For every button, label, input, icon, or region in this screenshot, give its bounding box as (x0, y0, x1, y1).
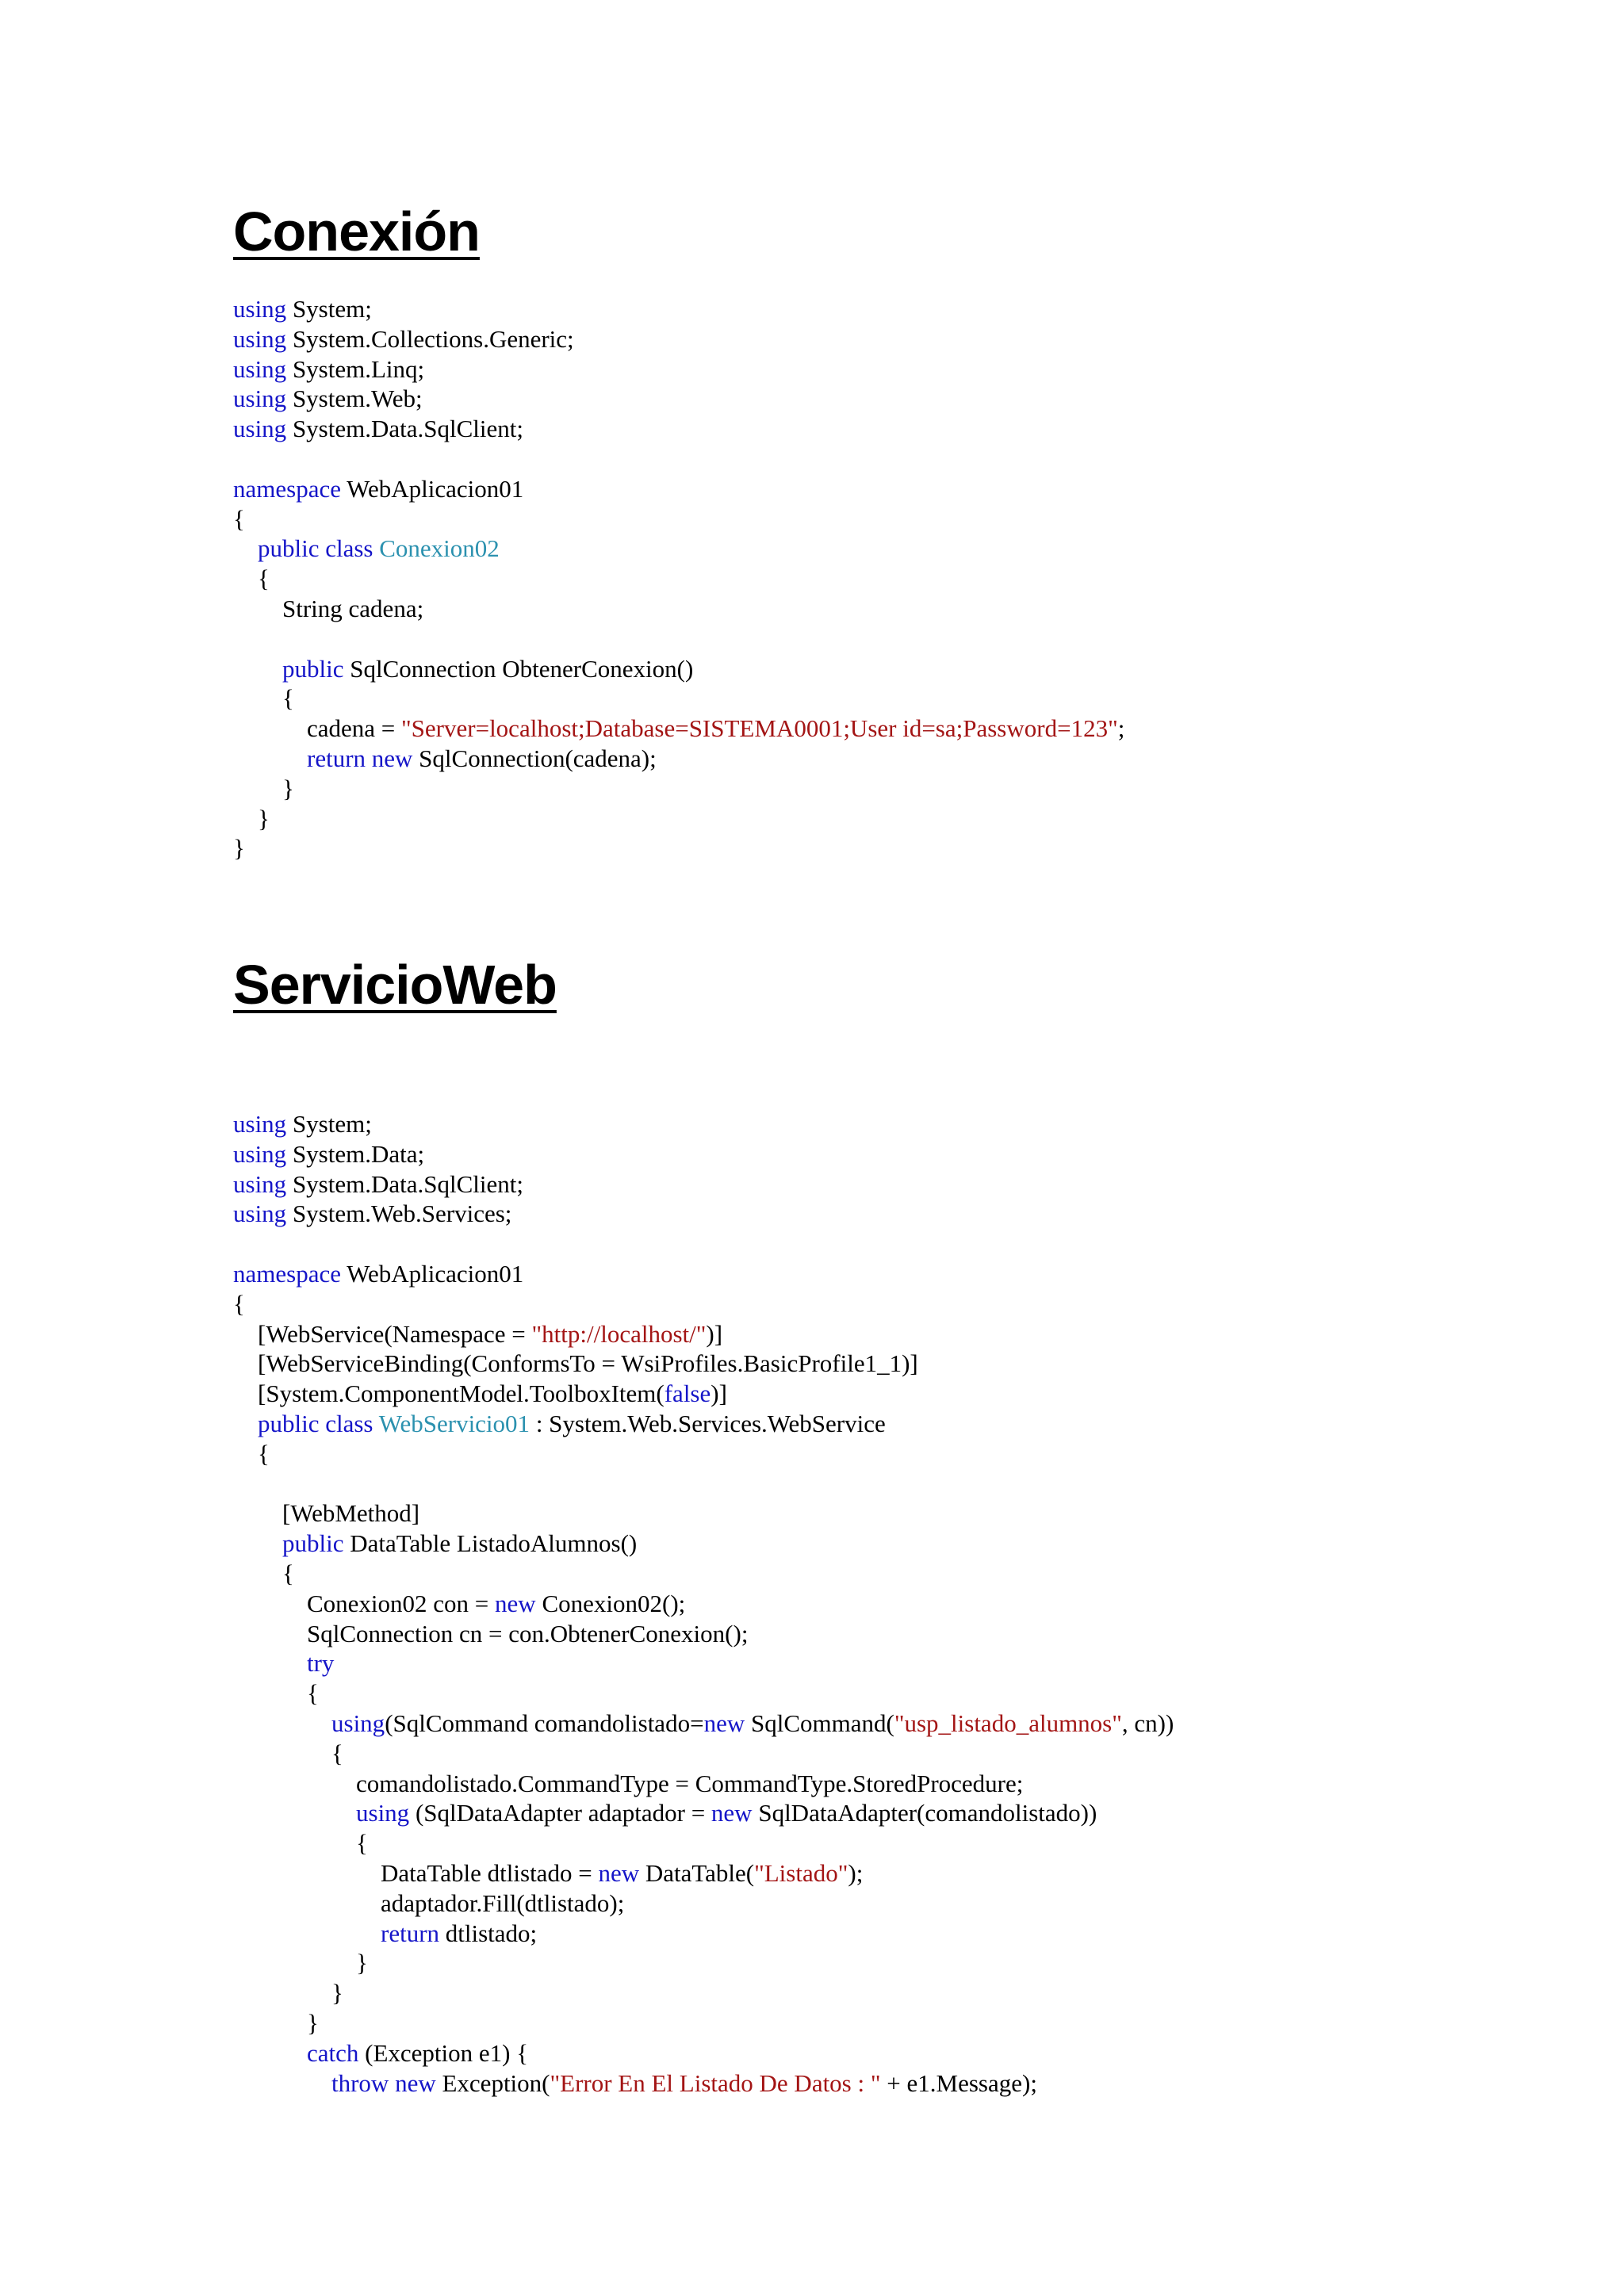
code-token-text: } (233, 1979, 343, 2007)
code-token-text: } (233, 1949, 368, 1977)
code-line (233, 1739, 1174, 1769)
code-token-type: Conexion02 (379, 534, 500, 563)
code-token-keyword: public class (258, 1409, 373, 1437)
code-token-text: : System.Web.Services.WebService (530, 1409, 886, 1437)
code-line (233, 1619, 1174, 1649)
code-token-keyword: using (233, 324, 287, 353)
code-token-text: System.Web.Services; (286, 1200, 512, 1228)
code-token-text: Conexion02 con = (233, 1589, 496, 1617)
code-token-text (233, 1410, 258, 1437)
code-token-keyword: using (233, 415, 287, 443)
code-line (233, 474, 1124, 504)
code-token-keyword: new (495, 1589, 536, 1617)
code-token-text: (Exception e1) { (358, 2038, 529, 2067)
code-token-keyword: return (381, 1919, 440, 1947)
code-token-text (233, 655, 282, 683)
code-token-text: DataTable ListadoAlumnos() (343, 1529, 638, 1558)
code-token-text (233, 1709, 331, 1737)
code-token-text: { (233, 564, 270, 593)
code-line (233, 1798, 1174, 1828)
code-line (233, 624, 1124, 654)
code-token-text: System.Linq; (286, 354, 425, 383)
code-token-text: [WebMethod] (233, 1499, 420, 1528)
code-token-text: dtlistado; (439, 1919, 538, 1947)
code-token-text (233, 534, 258, 562)
code-token-text: Exception( (435, 2068, 550, 2097)
code-token-text: )] (710, 1380, 727, 1408)
code-line (233, 683, 1124, 714)
code-line (233, 384, 1124, 414)
code-token-text: SqlConnection cn = con.ObtenerConexion(); (233, 1619, 749, 1647)
code-token-text: , cn)) (1121, 1709, 1174, 1737)
code-line (233, 1948, 1174, 1978)
code-line (233, 1678, 1174, 1709)
code-token-keyword: using (331, 1709, 385, 1737)
code-line (233, 1199, 1174, 1229)
code-token-text: { (233, 504, 245, 533)
code-token-keyword: public (282, 1529, 344, 1558)
code-token-type: WebServicio01 (378, 1409, 530, 1437)
code-line (233, 1888, 1174, 1919)
code-token-keyword: new (710, 1799, 753, 1827)
code-token-keyword: new (598, 1858, 640, 1887)
code-block-servicioweb (233, 1109, 1174, 2098)
code-token-text: comandolistado.CommandType = CommandType.StoredProcedure; (233, 1769, 1024, 1797)
code-token-text: { (233, 1289, 245, 1318)
code-token-text: DataTable( (639, 1858, 755, 1887)
code-line (233, 2068, 1174, 2099)
code-token-keyword: throw new (331, 2068, 436, 2097)
code-token-text: } (233, 804, 270, 832)
code-token-text: WebAplicacion01 (340, 474, 524, 503)
code-token-text (233, 744, 307, 772)
code-token-text: (SqlCommand comandolistado= (385, 1709, 704, 1737)
code-line (233, 1139, 1174, 1169)
code-line (233, 744, 1124, 774)
code-token-text: ; (1117, 714, 1125, 743)
code-token-text: System.Data.SqlClient; (286, 415, 523, 443)
code-token-text: System.Collections.Generic; (286, 324, 574, 353)
code-line (233, 1919, 1174, 1949)
code-line (233, 444, 1124, 474)
code-line (233, 1439, 1174, 1469)
code-line (233, 654, 1124, 684)
section-heading-servicioweb: ServicioWeb (233, 954, 557, 1016)
code-token-keyword: using (233, 1200, 287, 1228)
code-token-string: "Error En El Listado De Datos : " (550, 2068, 881, 2097)
code-token-keyword: try (307, 1649, 335, 1678)
code-line (233, 324, 1124, 354)
code-token-keyword: return new (307, 744, 413, 772)
code-token-text (233, 1649, 307, 1677)
code-line (233, 1709, 1174, 1739)
code-token-keyword: namespace (233, 1259, 341, 1288)
code-token-text: } (233, 834, 245, 863)
code-token-text: SqlConnection(cadena); (412, 744, 657, 772)
code-line (233, 1559, 1174, 1589)
code-line (233, 833, 1124, 863)
code-token-text: [System.ComponentModel.ToolboxItem( (233, 1380, 665, 1408)
code-line (233, 1769, 1174, 1799)
code-line (233, 1828, 1174, 1858)
code-token-keyword: using (233, 1110, 287, 1138)
code-token-text: cadena = (233, 714, 402, 743)
code-line (233, 1109, 1174, 1139)
code-token-keyword: namespace (233, 474, 341, 503)
code-token-text: } (233, 774, 294, 802)
code-block-conexion (233, 294, 1124, 863)
code-token-text: (SqlDataAdapter adaptador = (409, 1799, 711, 1827)
code-token-keyword: catch (307, 2038, 359, 2067)
code-line (233, 1229, 1174, 1259)
code-token-string: "http://localhost/" (531, 1319, 707, 1348)
code-line (233, 504, 1124, 534)
code-line (233, 564, 1124, 594)
code-token-string: "Listado" (754, 1858, 848, 1887)
code-token-text: Conexion02(); (535, 1589, 686, 1617)
code-line (233, 534, 1124, 564)
code-line (233, 1858, 1174, 1888)
code-token-text: } (233, 2008, 319, 2037)
code-token-keyword: new (703, 1709, 745, 1737)
code-token-text: adaptador.Fill(dtlistado); (233, 1888, 625, 1917)
code-line (233, 1589, 1174, 1619)
code-line (233, 714, 1124, 744)
code-line (233, 1379, 1174, 1409)
code-token-text: { (233, 1739, 343, 1767)
code-line (233, 1978, 1174, 2008)
code-token-text: [WebServiceBinding(ConformsTo = WsiProfiles.BasicProfile1_1)] (233, 1349, 918, 1378)
code-token-text: System.Data.SqlClient; (286, 1169, 523, 1198)
code-line (233, 1349, 1174, 1379)
code-token-text: + e1.Message); (880, 2068, 1037, 2097)
code-token-text: ); (848, 1858, 864, 1887)
code-token-string: "usp_listado_alumnos" (894, 1709, 1122, 1737)
code-token-text: [WebService(Namespace = (233, 1319, 532, 1348)
code-token-text: { (233, 1829, 368, 1858)
code-token-keyword: public (282, 654, 344, 683)
code-line (233, 804, 1124, 834)
code-token-keyword: using (233, 1169, 287, 1198)
code-line (233, 1409, 1174, 1439)
code-line (233, 414, 1124, 444)
section-heading-conexion: Conexión (233, 201, 480, 262)
code-line (233, 2038, 1174, 2068)
code-line (233, 594, 1124, 624)
code-token-string: "Server=localhost;Database=SISTEMA0001;User id=sa;Password=123" (401, 714, 1118, 743)
code-line (233, 294, 1124, 324)
code-line (233, 2008, 1174, 2038)
code-line (233, 1529, 1174, 1559)
code-token-keyword: using (233, 385, 287, 413)
code-line (233, 1259, 1174, 1289)
code-token-text (233, 2069, 331, 2097)
code-token-text: { (233, 1679, 319, 1708)
code-token-text: System.Data; (286, 1139, 425, 1168)
code-token-text: System; (286, 1110, 372, 1138)
code-token-text: { (233, 1439, 270, 1468)
code-line (233, 1319, 1174, 1349)
code-token-text: WebAplicacion01 (340, 1259, 524, 1288)
code-line (233, 1498, 1174, 1529)
code-line (233, 774, 1124, 804)
code-token-keyword: false (664, 1380, 711, 1408)
code-token-text (233, 1529, 282, 1557)
code-token-keyword: using (233, 295, 287, 323)
code-token-text: )] (706, 1319, 723, 1348)
code-token-text (233, 2039, 307, 2067)
code-token-text: String cadena; (233, 594, 424, 622)
code-token-text: SqlConnection ObtenerConexion() (343, 654, 694, 683)
code-token-keyword: public class (258, 534, 373, 563)
code-token-text: System.Web; (286, 385, 423, 413)
code-token-text (233, 1919, 381, 1947)
code-token-text: { (233, 1559, 294, 1587)
code-line (233, 1289, 1174, 1319)
code-token-text: { (233, 684, 294, 713)
code-token-text: SqlCommand( (745, 1709, 894, 1737)
code-token-keyword: using (356, 1799, 410, 1827)
code-line (233, 354, 1124, 385)
code-token-text: DataTable dtlistado = (233, 1858, 599, 1887)
code-token-text (233, 1799, 356, 1827)
code-token-text: System; (286, 295, 372, 323)
code-line (233, 1648, 1174, 1678)
code-token-keyword: using (233, 1139, 287, 1168)
code-line (233, 1169, 1174, 1200)
code-line (233, 1469, 1174, 1499)
code-token-text (373, 1410, 379, 1437)
code-token-keyword: using (233, 354, 287, 383)
code-token-text: SqlDataAdapter(comandolistado)) (752, 1799, 1097, 1827)
